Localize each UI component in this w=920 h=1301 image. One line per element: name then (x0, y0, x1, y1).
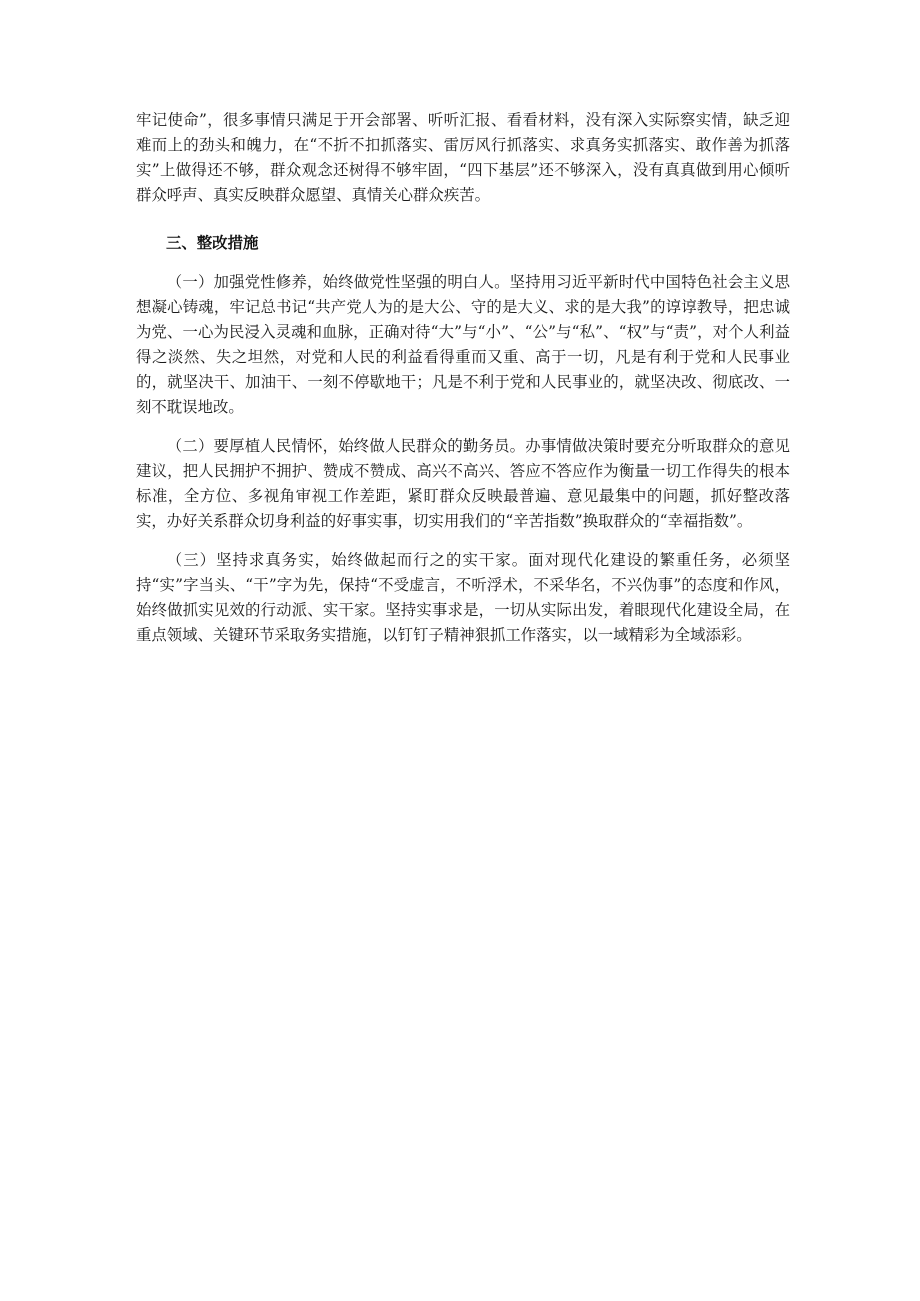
paragraph-spacer (136, 534, 790, 548)
paragraph-spacer (136, 420, 790, 434)
document-body (136, 108, 790, 648)
paragraph-spacer (136, 208, 790, 231)
measure-paragraph-2: （二）要厚植人民情怀，始终做人民群众的勤务员。办事情做决策时要充分听取群众的意见建议，把人民拥护不拥护、赞成不赞成、高兴不高兴、答应不答应作为衡量一切工作得失的根本标准，全方位、多视角审视工作差距，紧盯群众反映最普遍、意见最集中的问题，抓好整改落实，办好关系群众切身利益的好事实事，切实用我们的“辛苦指数”换取群众的“幸福指数”。 (136, 437, 790, 530)
section-heading-rectification-measures: 三、整改措施 (166, 234, 259, 252)
continued-paragraph: 牢记使命”，很多事情只满足于开会部署、听听汇报、看看材料，没有深入实际察实情，缺乏迎难而上的劲头和魄力，在“不折不扣抓落实、雷厉风行抓落实、求真务实抓落实、敢作善为抓落实”上做得还不够，群众观念还树得不够牢固，“四下基层”还不够深入，没有真真做到用心倾听群众呼声、真实反映群众愿望、真情关心群众疾苦。 (136, 111, 790, 204)
measure-paragraph-1: （一）加强党性修养，始终做党性坚强的明白人。坚持用习近平新时代中国特色社会主义思想凝心铸魂，牢记总书记“共产党人为的是大公、守的是大义、求的是大我”的谆谆教导，把忠诚为党、一心为民浸入灵魂和血脉，正确对待“大”与“小”、“公”与“私”、“权”与“责”，对个人利益得之淡然、失之坦然，对党和人民的利益看得重而又重、高于一切，凡是有利于党和人民事业的，就坚决干、加油干、一刻不停歇地干；凡是不利于党和人民事业的，就坚决改、彻底改、一刻不耽误地改。 (136, 273, 790, 416)
measure-paragraph-3: （三）坚持求真务实，始终做起而行之的实干家。面对现代化建设的繁重任务，必须坚持“实”字当头、“干”字为先，保持“不受虚言，不听浮术，不采华名，不兴伪事”的态度和作风，始终做抓实见效的行动派、实干家。坚持实事求是，一切从实际出发，着眼现代化建设全局，在重点领域、关键环节采取务实措施，以钉钉子精神狠抓工作落实，以一域精彩为全域添彩。 (136, 551, 790, 644)
paragraph-spacer (136, 256, 790, 270)
